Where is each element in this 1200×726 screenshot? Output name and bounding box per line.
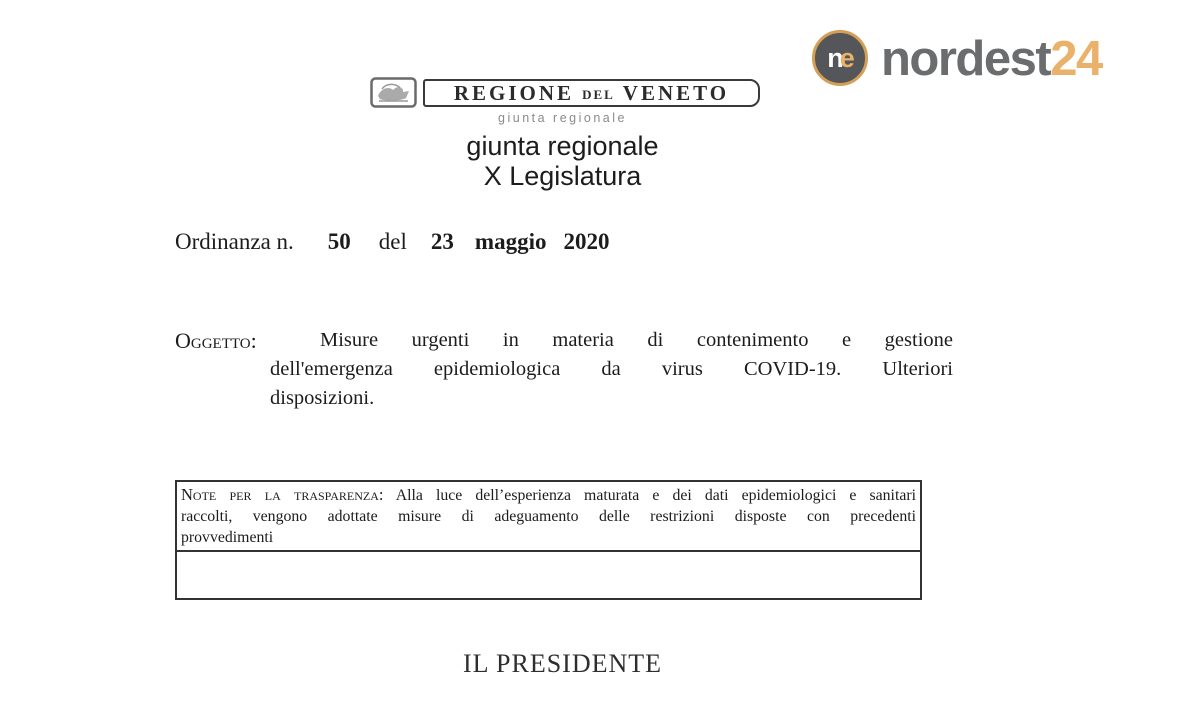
brand-prefix: nordest (881, 31, 1051, 86)
transparency-note-line (181, 484, 916, 506)
giunta-regionale-small-caption: giunta regionale (498, 111, 627, 125)
transparency-note-box (175, 480, 922, 600)
president-signature-title: IL PRESIDENTE (462, 649, 663, 678)
subject-section (175, 326, 955, 413)
nordest24-monogram-icon (812, 30, 868, 86)
monogram-letter-n: n (827, 42, 842, 73)
brand-suffix: 24 (1050, 31, 1102, 86)
monogram-letter-e: e (839, 42, 853, 73)
ordinance-number-line (175, 229, 609, 255)
ordinance-day: 23 (430, 229, 454, 254)
region-name-part1: REGIONE (453, 80, 575, 105)
ordinance-year: 2020 (563, 229, 610, 254)
letterhead-subtitles (175, 111, 950, 190)
ordinance-preposition: del (378, 229, 407, 254)
transparency-note-line1: Alla luce dell’esperienza maturata e dei dati epidemiologici e sanitari (395, 487, 916, 504)
region-name-part3: VENETO (622, 80, 730, 105)
transparency-note-line: provvedimenti (181, 529, 274, 546)
region-name-part2: DEL (582, 86, 615, 102)
subject-text-line: disposizioni. (270, 387, 375, 409)
subject-label: Oggetto: (175, 328, 257, 353)
empty-note-cell (177, 552, 920, 598)
transparency-note-label: Note per la trasparenza: (181, 485, 384, 504)
giunta-regionale-title: giunta regionale (466, 131, 659, 161)
subject-text-line: Misure urgenti in materia di contenimento e gestione (320, 329, 953, 351)
transparency-note-text-cell (177, 482, 920, 552)
transparency-note-line: raccolti, vengono adottate misure di adeguamento delle restrizioni disposte con precedenti (181, 508, 916, 525)
ordinance-number: 50 (327, 229, 351, 254)
ordinance-label: Ordinanza n. (175, 229, 294, 254)
region-veneto-banner (423, 79, 760, 107)
nordest24-logo (812, 30, 1102, 86)
legislature-title: X Legislatura (483, 161, 642, 191)
letterhead (370, 77, 760, 108)
ordinance-month: maggio (474, 229, 547, 254)
nordest24-wordmark (881, 33, 1102, 84)
venice-lion-crest-icon (370, 77, 417, 108)
subject-text-line: dell'emergenza epidemiologica da virus COVID-19. Ulteriori (270, 358, 953, 380)
